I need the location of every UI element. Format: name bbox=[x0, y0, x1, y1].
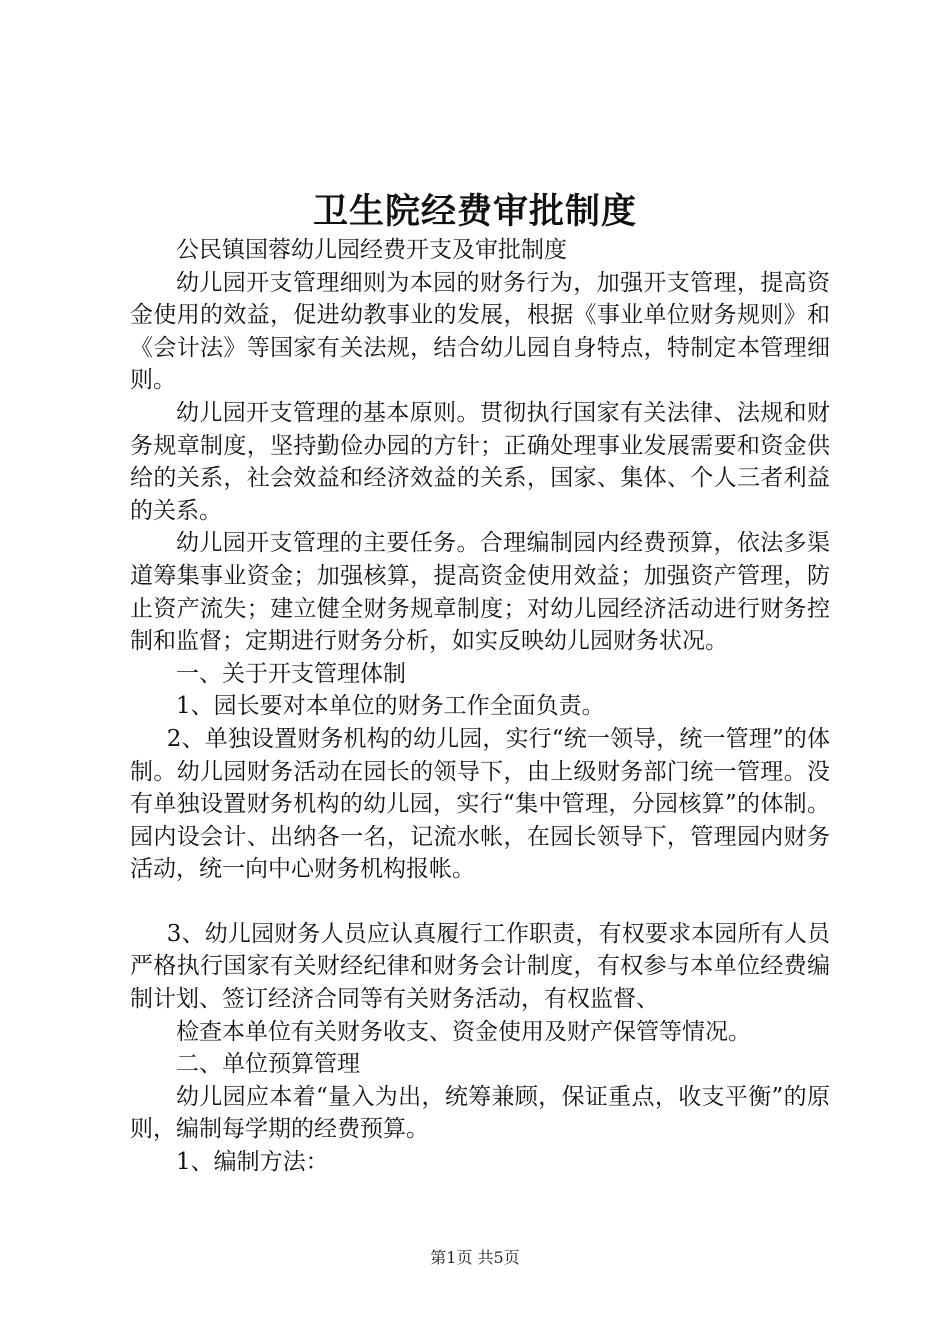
page-number-footer: 第1页 共5页 bbox=[430, 1248, 520, 1267]
principles-paragraph: 幼儿园开支管理的基本原则。贯彻执行国家有关法律、法规和财务规章制度，坚持勤俭办园的方针；正确处理事业发展需要和资金供给的关系，社会效益和经济效益的关系，国家、集体、个人三者利益的关系。 bbox=[130, 399, 830, 524]
tasks-paragraph: 幼儿园开支管理的主要任务。合理编制园内经费预算，依法多渠道筹集事业资金；加强核算，提高资金使用效益；加强资产管理，防止资产流失；建立健全财务规章制度；对幼儿园经济活动进行财务控制和监督；定期进行财务分析，如实反映幼儿园财务状况。 bbox=[130, 530, 830, 655]
section-heading-1: 一、关于开支管理体制 bbox=[176, 660, 406, 687]
budget-principle-paragraph: 幼儿园应本着“量入为出，统筹兼顾，保证重点，收支平衡”的原则，编制每学期的经费预算。 bbox=[130, 1083, 830, 1143]
section-heading-2: 二、单位预算管理 bbox=[176, 1051, 360, 1078]
item-2-paragraph: 2、单独设置财务机构的幼儿园，实行“统一领导，统一管理”的体制。幼儿园财务活动在园长的领导下，由上级财务部门统一管理。没有单独设置财务机构的幼儿园，实行“集中管理，分园核算”的体制。园内设会计、出纳各一名，记流水帐，在园长领导下，管理园内财务活动，统一向中心财务机构报帐。 bbox=[130, 725, 830, 883]
item-1-paragraph: 1、园长要对本单位的财务工作全面负责。 bbox=[176, 693, 605, 720]
item-3-paragraph: 3、幼儿园财务人员应认真履行工作职责，有权要求本园所有人员严格执行国家有关财经纪律和财务会计制度，有权参与本单位经费编制计划、签订经济合同等有关财务活动，有权监督、 bbox=[130, 920, 830, 1013]
document-body bbox=[130, 234, 830, 1179]
item-3-continuation: 检查本单位有关财务收支、资金使用及财产保管等情况。 bbox=[176, 1018, 751, 1045]
subtitle-paragraph: 公民镇国蓉幼儿园经费开支及审批制度 bbox=[176, 237, 567, 263]
method-heading: 1、编制方法： bbox=[176, 1149, 329, 1176]
intro-paragraph: 幼儿园开支管理细则为本园的财务行为，加强开支管理，提高资金使用的效益，促进幼教事业的发展，根据《事业单位财务规则》和《会计法》等国家有关法规，结合幼儿园自身特点，特制定本管理细则。 bbox=[130, 269, 830, 394]
document-title: 卫生院经费审批制度 bbox=[312, 191, 637, 232]
blank-line bbox=[130, 886, 830, 918]
